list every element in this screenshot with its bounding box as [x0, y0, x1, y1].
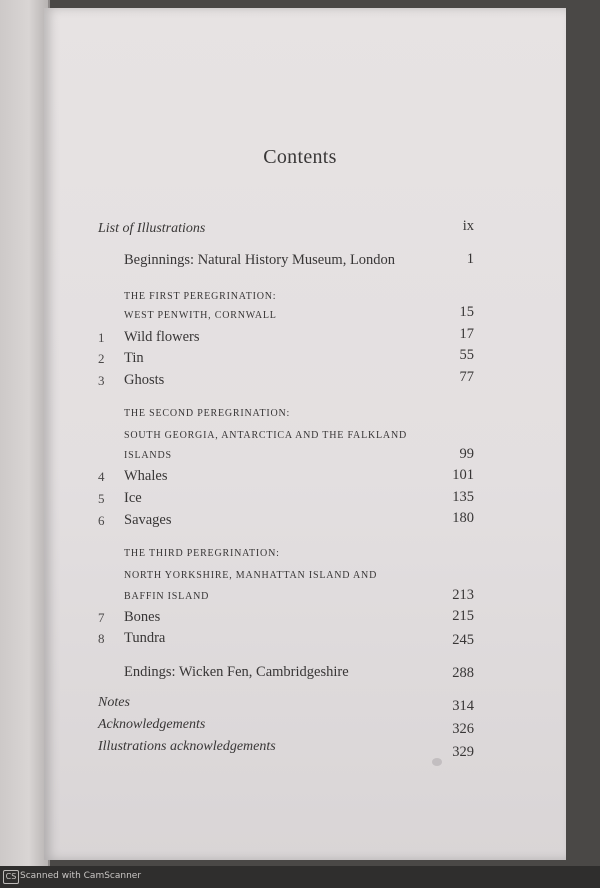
chapter-number: 6 [98, 513, 105, 528]
chapter-title: Savages [124, 512, 172, 528]
peregrination-place-cont: ISLANDS [124, 450, 172, 461]
toc-page-ix: ix [462, 218, 474, 234]
toc-list-of-illustrations: List of Illustrations [98, 221, 206, 236]
peregrination-page: 213 [452, 587, 474, 603]
chapter-title: Whales [124, 468, 168, 484]
peregrination-heading: THE FIRST PEREGRINATION: [124, 291, 277, 302]
chapter-title: Wild flowers [124, 329, 200, 345]
toc-endings: Endings: Wicken Fen, Cambridgeshire [124, 664, 349, 680]
chapter-page: 17 [459, 326, 474, 342]
toc-acknowledgements: Acknowledgements [98, 717, 206, 732]
chapter-title: Bones [124, 609, 161, 625]
toc-notes: Notes [98, 695, 130, 710]
chapter-number: 2 [98, 351, 105, 366]
chapter-number: 5 [98, 491, 105, 506]
chapter-title: Tundra [124, 630, 166, 646]
chapter-title: Tin [124, 350, 144, 366]
toc-illustrations-acknowledgements: Illustrations acknowledgements [98, 739, 276, 754]
chapter-page: 55 [459, 347, 474, 363]
chapter-title: Ice [124, 490, 142, 506]
peregrination-place: SOUTH GEORGIA, ANTARCTICA AND THE FALKLAND [124, 430, 407, 441]
chapter-number: 4 [98, 469, 105, 484]
chapter-page: 135 [452, 489, 474, 505]
toc-beginnings: Beginnings: Natural History Museum, London [124, 252, 396, 268]
toc-beginnings-page: 1 [466, 251, 474, 267]
chapter-page: 101 [452, 467, 474, 483]
chapter-page: 77 [459, 369, 474, 385]
chapter-page: 245 [452, 632, 474, 648]
chapter-number: 7 [98, 610, 105, 625]
scanner-watermark: Scanned with CamScanner [20, 871, 142, 881]
toc-endings-page: 288 [452, 665, 474, 681]
chapter-number: 8 [98, 631, 105, 646]
page-smudge [432, 758, 442, 766]
peregrination-heading: THE THIRD PEREGRINATION: [124, 548, 280, 559]
chapter-page: 180 [452, 510, 474, 526]
toc-notes-page: 314 [452, 698, 474, 714]
chapter-number: 1 [98, 330, 105, 345]
peregrination-page: 99 [459, 446, 474, 462]
toc-acknowledgements-page: 326 [452, 721, 474, 737]
peregrination-place-cont: BAFFIN ISLAND [124, 591, 210, 602]
chapter-page: 215 [452, 608, 474, 624]
peregrination-heading: THE SECOND PEREGRINATION: [124, 408, 291, 419]
toc-illustrations-acknowledgements-page: 329 [452, 744, 474, 760]
camscanner-logo-icon: CS [3, 870, 19, 884]
chapter-number: 3 [98, 373, 105, 388]
peregrination-page: 15 [459, 304, 474, 320]
peregrination-place: WEST PENWITH, CORNWALL [124, 310, 277, 321]
peregrination-place: NORTH YORKSHIRE, MANHATTAN ISLAND AND [124, 570, 378, 581]
facing-page-edge [0, 0, 50, 866]
page-title: Contents [263, 146, 337, 168]
chapter-title: Ghosts [124, 372, 165, 388]
